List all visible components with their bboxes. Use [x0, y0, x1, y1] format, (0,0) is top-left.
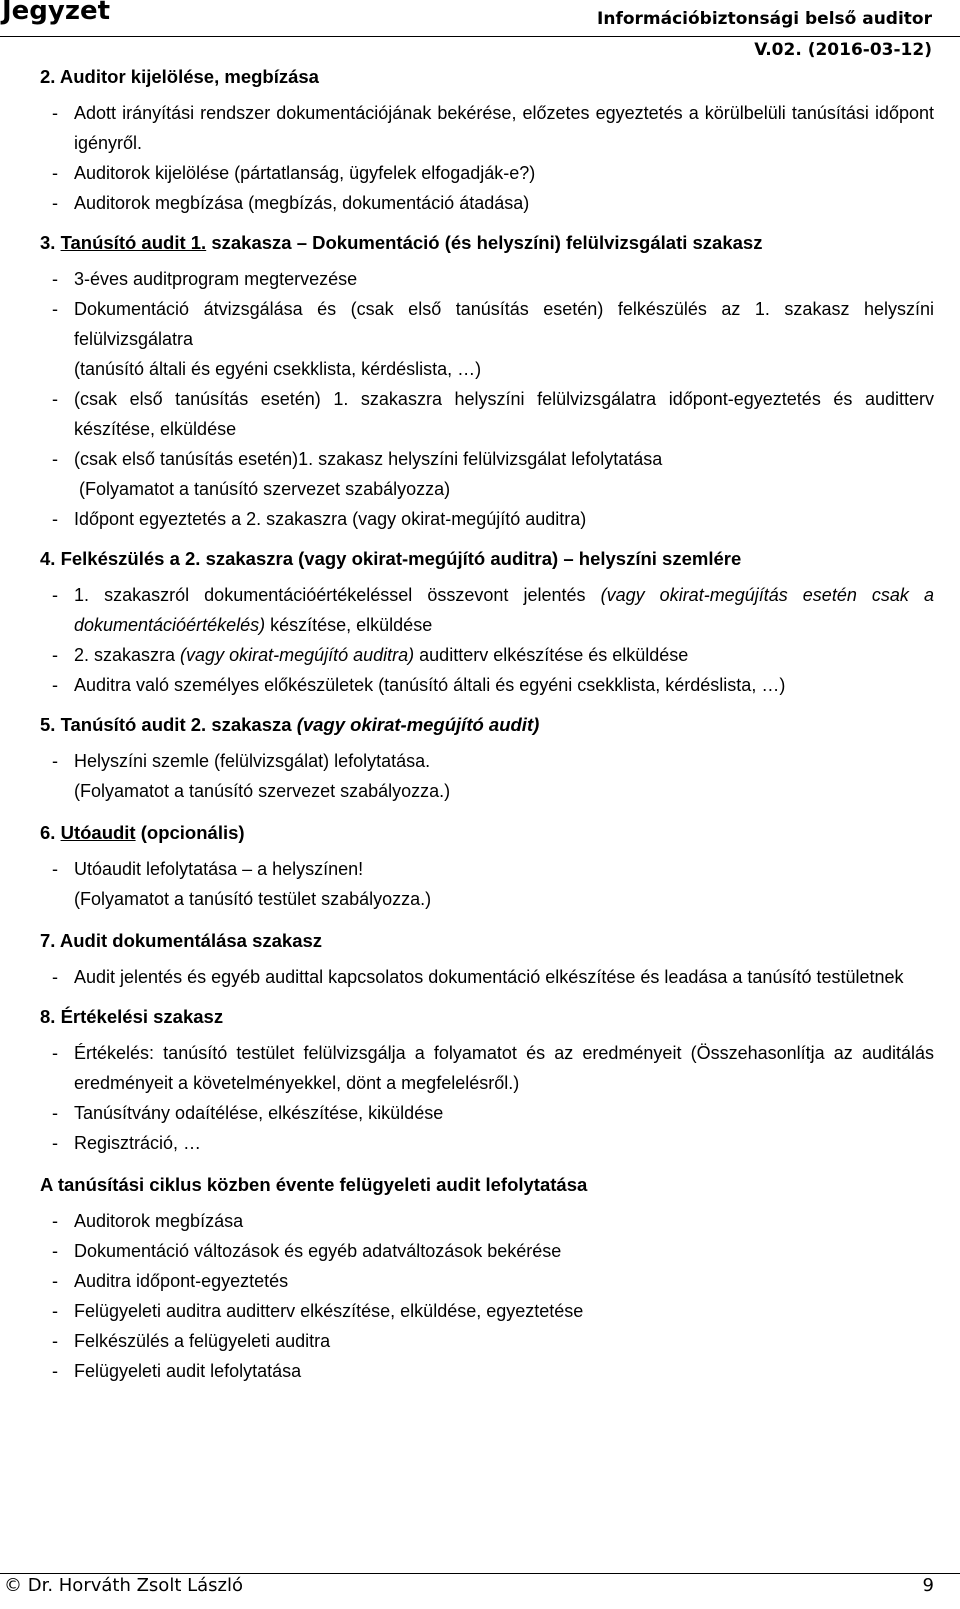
document-label: Jegyzet	[2, 0, 111, 26]
text-run: készítése, elküldése	[265, 615, 433, 635]
list-item-text: Értékelés: tanúsító testület felülvizsgálja a folyamatot és az eredményeit (Összehasonlítja az auditálás eredményeit a követelményekkel, dönt a megfelelésről.)	[74, 1043, 934, 1093]
section-8-heading: 8. Értékelési szakasz	[40, 1006, 224, 1027]
list-item	[40, 962, 934, 992]
section-4-heading: 4. Felkészülés a 2. szakaszra (vagy okirat-megújító auditra) – helyszíni szemlére	[40, 548, 742, 569]
list-item	[40, 384, 934, 444]
surveillance-audit-heading: A tanúsítási ciklus közben évente felügyeleti audit lefolytatása	[40, 1174, 588, 1195]
bullet-dash: -	[52, 1361, 58, 1381]
list-item	[40, 1236, 934, 1266]
bullet-dash: -	[52, 1211, 58, 1231]
bullet-dash: -	[52, 163, 58, 183]
section-6-list	[40, 854, 934, 914]
document-body	[40, 62, 934, 1396]
list-item	[40, 1326, 934, 1356]
section-6-heading	[40, 818, 934, 848]
section-number: 3.	[40, 232, 56, 253]
section-5-list	[40, 746, 934, 806]
bullet-dash: -	[52, 103, 58, 123]
list-item	[40, 504, 934, 534]
bullet-dash: -	[52, 299, 58, 319]
text-run: 2. szakaszra	[74, 645, 181, 665]
list-item-text: Utóaudit lefolytatása – a helyszínen!	[74, 859, 364, 879]
list-item-text: Felügyeleti auditra auditterv elkészítése, elküldése, egyeztetése	[74, 1301, 584, 1321]
list-item-text: Dokumentáció átvizsgálása és (csak első tanúsítás esetén) felkészülés az 1. szakasz helyszíni felülvizsgálatra	[74, 299, 934, 349]
section-3-heading	[40, 228, 934, 258]
list-item	[40, 1356, 934, 1386]
list-item-text: Auditorok megbízása	[74, 1211, 244, 1231]
section-7-heading: 7. Audit dokumentálása szakasz	[40, 930, 323, 951]
bullet-dash: -	[52, 585, 58, 605]
header-divider	[0, 36, 960, 37]
list-item-continuation: (Folyamatot a tanúsító szervezet szabályozza)	[74, 479, 451, 499]
list-item-text: Auditra időpont-egyeztetés	[74, 1271, 289, 1291]
section-title-italic: (vagy okirat-megújító audit)	[296, 714, 540, 735]
list-item	[40, 98, 934, 158]
course-title: Információbiztonsági belső auditor	[597, 9, 932, 29]
bullet-dash: -	[52, 509, 58, 529]
list-item	[40, 580, 934, 640]
bullet-dash: -	[52, 1331, 58, 1351]
list-item	[40, 1038, 934, 1098]
list-item	[40, 1266, 934, 1296]
bullet-dash: -	[52, 645, 58, 665]
list-item-text: Regisztráció, …	[74, 1133, 202, 1153]
list-item-text: Tanúsítvány odaítélése, elkészítése, kiküldése	[74, 1103, 444, 1123]
list-item-text: Időpont egyeztetés a 2. szakaszra (vagy okirat-megújító auditra)	[74, 509, 587, 529]
surveillance-audit-list	[40, 1206, 934, 1386]
section-2-list	[40, 98, 934, 218]
list-item	[40, 640, 934, 670]
footer-divider	[0, 1573, 960, 1574]
list-item-text: Dokumentáció változások és egyéb adatváltozások bekérése	[74, 1241, 562, 1261]
italic-text-run: (vagy okirat-megújító auditra)	[180, 645, 415, 665]
section-title: 5. Tanúsító audit 2. szakasza	[40, 714, 297, 735]
list-item-text: Felkészülés a felügyeleti auditra	[74, 1331, 331, 1351]
list-item	[40, 188, 934, 218]
list-item-text: Helyszíni szemle (felülvizsgálat) lefolytatása.	[74, 751, 431, 771]
list-item-text: Auditorok kijelölése (pártatlanság, ügyfelek elfogadják-e?)	[74, 163, 536, 183]
list-item-text	[74, 580, 934, 640]
list-item-continuation: (tanúsító általi és egyéni csekklista, kérdéslista, …)	[74, 359, 482, 379]
list-item-text: Auditorok megbízása (megbízás, dokumentáció átadása)	[74, 193, 530, 213]
list-item-text: Felügyeleti audit lefolytatása	[74, 1361, 302, 1381]
bullet-dash: -	[52, 751, 58, 771]
italic-text-run: (vagy okirat-megújítás esetén csak a dokumentációértékelés)	[74, 585, 934, 635]
list-item-text: (csak első tanúsítás esetén)1. szakasz helyszíni felülvizsgálat lefolytatása	[74, 449, 663, 469]
list-item	[40, 444, 934, 474]
list-item-text: 3-éves auditprogram megtervezése	[74, 269, 358, 289]
document-header-right	[597, 4, 932, 66]
list-item-text	[74, 640, 934, 670]
list-item	[40, 746, 934, 776]
section-7-list	[40, 962, 934, 992]
list-item	[40, 294, 934, 354]
section-title-underlined: Utóaudit	[60, 822, 136, 843]
bullet-dash: -	[52, 449, 58, 469]
bullet-dash: -	[52, 1103, 58, 1123]
bullet-dash: -	[52, 1133, 58, 1153]
list-item-text: Adott irányítási rendszer dokumentációjának bekérése, előzetes egyeztetés a körülbelüli tanúsítási időpont igényről.	[74, 103, 934, 153]
list-item-continuation: (Folyamatot a tanúsító testület szabályozza.)	[74, 889, 432, 909]
bullet-dash: -	[52, 859, 58, 879]
section-title-rest: szakasza – Dokumentáció (és helyszíni) felülvizsgálati szakasz	[206, 232, 763, 253]
list-item	[40, 1098, 934, 1128]
bullet-dash: -	[52, 193, 58, 213]
list-item	[40, 1128, 934, 1158]
list-item	[40, 1296, 934, 1326]
section-8-list	[40, 1038, 934, 1158]
bullet-dash: -	[52, 1301, 58, 1321]
list-item	[40, 670, 934, 700]
list-item-text: Audit jelentés és egyéb audittal kapcsolatos dokumentáció elkészítése és leadása a tanúsító testületnek	[74, 967, 904, 987]
section-5-heading	[40, 710, 934, 740]
page-number: 9	[922, 1575, 934, 1596]
text-run: auditterv elkészítése és elküldése	[414, 645, 689, 665]
section-title-underlined: Tanúsító audit 1.	[60, 232, 207, 253]
list-item-text: Auditra való személyes előkészületek (tanúsító általi és egyéni csekklista, kérdéslista, …)	[74, 675, 786, 695]
bullet-dash: -	[52, 675, 58, 695]
section-number: 6.	[40, 822, 56, 843]
section-4-list	[40, 580, 934, 700]
bullet-dash: -	[52, 967, 58, 987]
list-item	[40, 264, 934, 294]
footer-author: © Dr. Horváth Zsolt László	[4, 1575, 243, 1596]
text-run: 1. szakaszról dokumentációértékeléssel összevont jelentés	[74, 585, 601, 605]
bullet-dash: -	[52, 269, 58, 289]
bullet-dash: -	[52, 389, 58, 409]
section-title-rest: (opcionális)	[135, 822, 245, 843]
section-3-list	[40, 264, 934, 534]
section-2-heading: 2. Auditor kijelölése, megbízása	[40, 66, 319, 87]
list-item-text: (csak első tanúsítás esetén) 1. szakaszra helyszíni felülvizsgálatra időpont-egyeztetés és auditterv készítése, elküldése	[74, 389, 934, 439]
version-date: V.02. (2016-03-12)	[754, 40, 932, 60]
bullet-dash: -	[52, 1043, 58, 1063]
list-item	[40, 1206, 934, 1236]
list-item	[40, 854, 934, 884]
bullet-dash: -	[52, 1241, 58, 1261]
list-item-continuation: (Folyamatot a tanúsító szervezet szabályozza.)	[74, 781, 451, 801]
bullet-dash: -	[52, 1271, 58, 1291]
list-item	[40, 158, 934, 188]
